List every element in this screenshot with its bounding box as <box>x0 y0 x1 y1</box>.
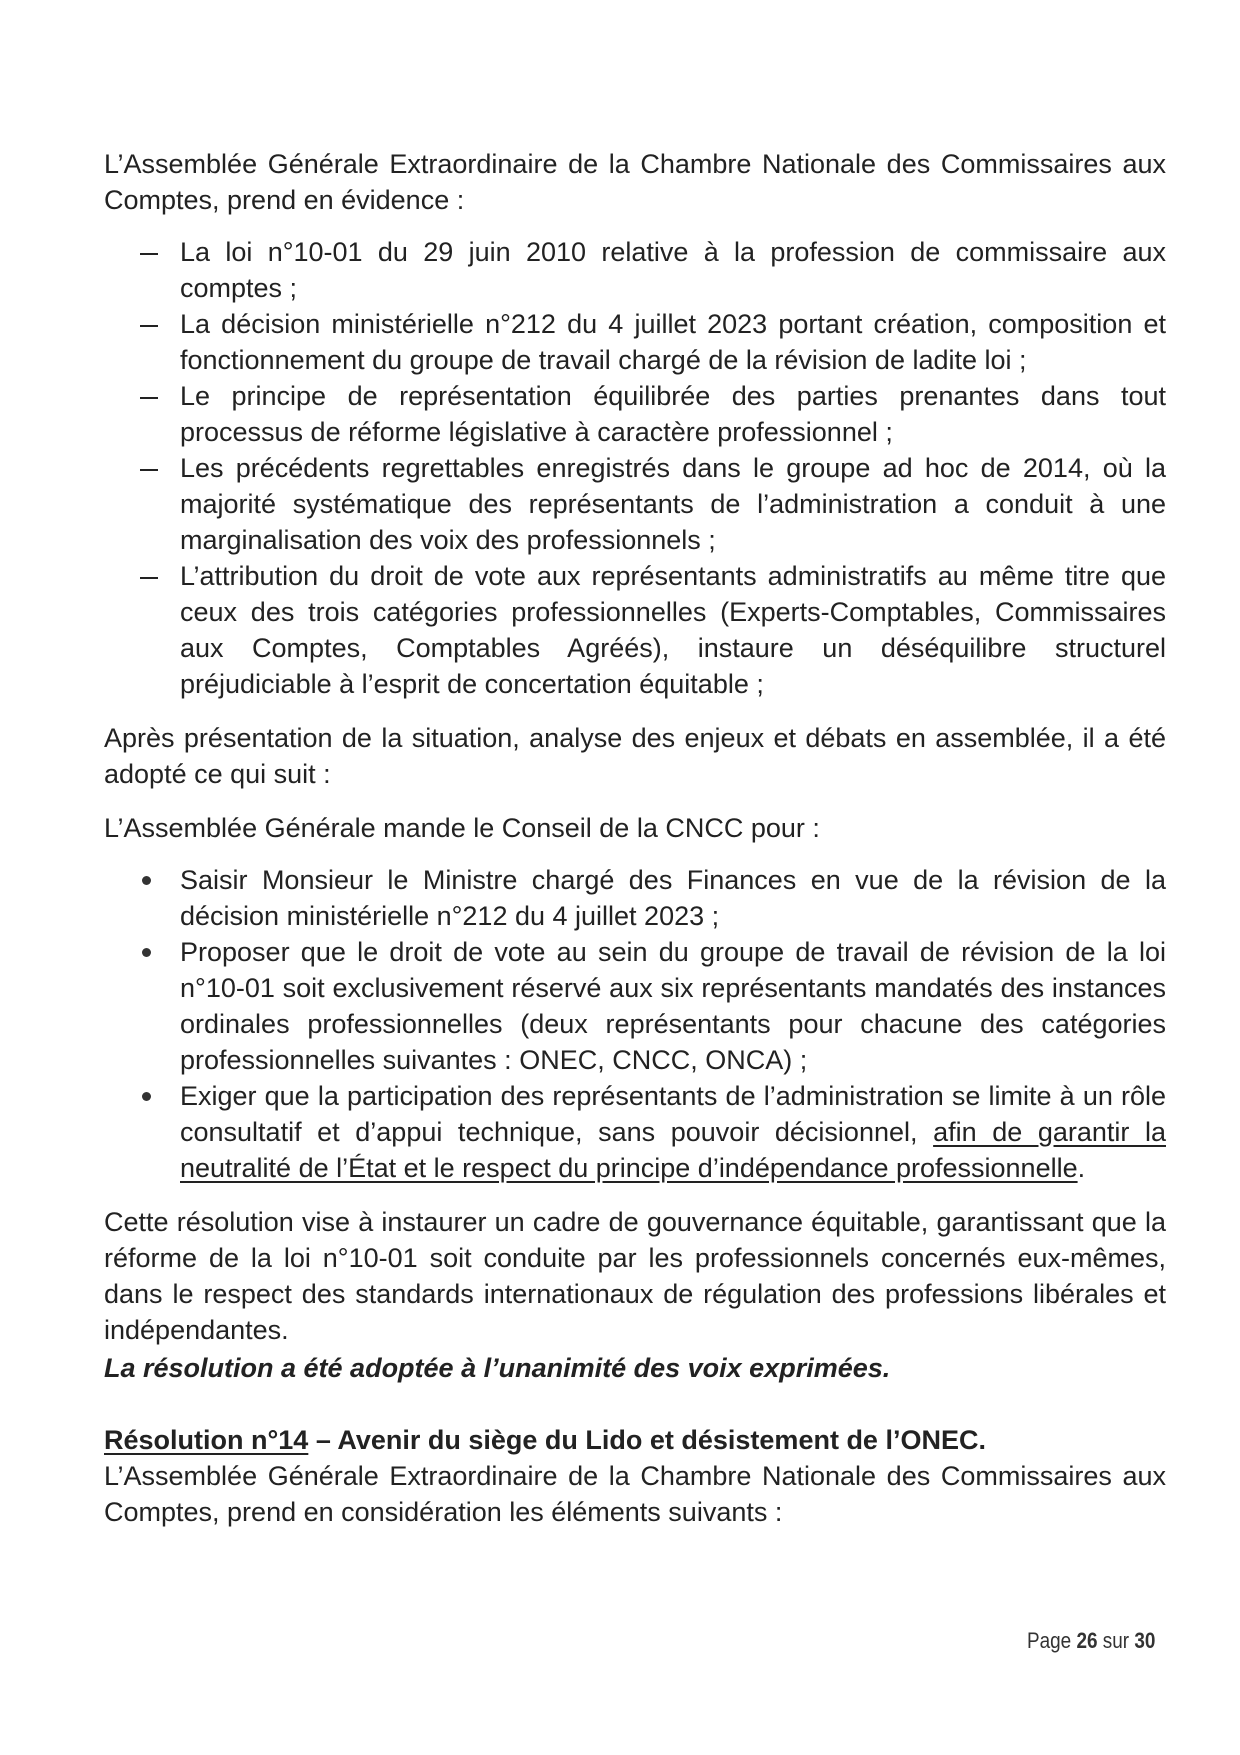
current-page: 26 <box>1076 1628 1098 1653</box>
mandates-list <box>104 862 1166 1186</box>
total-pages: 30 <box>1134 1628 1156 1653</box>
list-item <box>104 1078 1166 1186</box>
resolution-number: Résolution n°14 <box>104 1425 309 1455</box>
underlined-text: afin de garantir la neutralité de l’État et le respect du principe d’indépendance professionnelle <box>180 1117 1166 1183</box>
list-item: Le principe de représentation équilibrée des parties prenantes dans tout processus de réforme législative à caractère professionnel ; <box>104 378 1166 450</box>
mandate-text: Exiger que la participation des représentants de l’administration se limite à un rôle consultatif et d’appui technique, sans pouvoir décisionnel, <box>180 1081 1166 1147</box>
page-label: Page <box>1027 1628 1072 1653</box>
list-item: La décision ministérielle n°212 du 4 juillet 2023 portant création, composition et fonctionnement du groupe de travail chargé de la révision de ladite loi ; <box>104 306 1166 378</box>
considerations-list <box>104 234 1166 702</box>
resolution-heading <box>104 1422 1166 1458</box>
conclusion-paragraph: Cette résolution vise à instaurer un cadre de gouvernance équitable, garantissant que la réforme de la loi n°10-01 soit conduite par les professionnels concernés eux-mêmes, dans le respect des standards internationaux de régulation des professions libérales et indépendantes. <box>104 1207 1166 1345</box>
list-item: Proposer que le droit de vote au sein du groupe de travail de révision de la loi n°10-01 soit exclusivement réservé aux six représentants mandatés des instances ordinales professionnelles (deux représentants pour chacune des catégories professionnelles suivantes : ONEC, CNCC, ONCA) ; <box>104 934 1166 1078</box>
intro-paragraph: L’Assemblée Générale Extraordinaire de la Chambre Nationale des Commissaires aux Comptes, prend en évidence : <box>104 149 1166 215</box>
resolution-title: – Avenir du siège du Lido et désistement de l’ONEC. <box>308 1425 986 1455</box>
page-number <box>1027 1628 1155 1654</box>
list-item: Saisir Monsieur le Ministre chargé des Finances en vue de la révision de la décision ministérielle n°212 du 4 juillet 2023 ; <box>104 862 1166 934</box>
page-sep: sur <box>1102 1628 1130 1653</box>
adoption-statement: La résolution a été adoptée à l’unanimité des voix exprimées. <box>104 1353 891 1383</box>
mandate-end: . <box>1077 1153 1086 1183</box>
list-item: L’attribution du droit de vote aux représentants administratifs au même titre que ceux des trois catégories professionnelles (Experts-Comptables, Commissaires aux Comptes, Comptables Agréés), instaure un déséquilibre structurel préjudiciable à l’esprit de concertation équitable ; <box>104 558 1166 702</box>
list-item: La loi n°10-01 du 29 juin 2010 relative à la profession de commissaire aux comptes ; <box>104 234 1166 306</box>
list-item: Les précédents regrettables enregistrés dans le groupe ad hoc de 2014, où la majorité systématique des représentants de l’administration a conduit à une marginalisation des voix des professionnels ; <box>104 450 1166 558</box>
resolution-intro: L’Assemblée Générale Extraordinaire de la Chambre Nationale des Commissaires aux Comptes, prend en considération les éléments suivants : <box>104 1461 1166 1527</box>
page-content <box>104 146 1166 1530</box>
mandate-intro: L’Assemblée Générale mande le Conseil de la CNCC pour : <box>104 813 820 843</box>
after-presentation-paragraph: Après présentation de la situation, analyse des enjeux et débats en assemblée, il a été adopté ce qui suit : <box>104 723 1166 789</box>
